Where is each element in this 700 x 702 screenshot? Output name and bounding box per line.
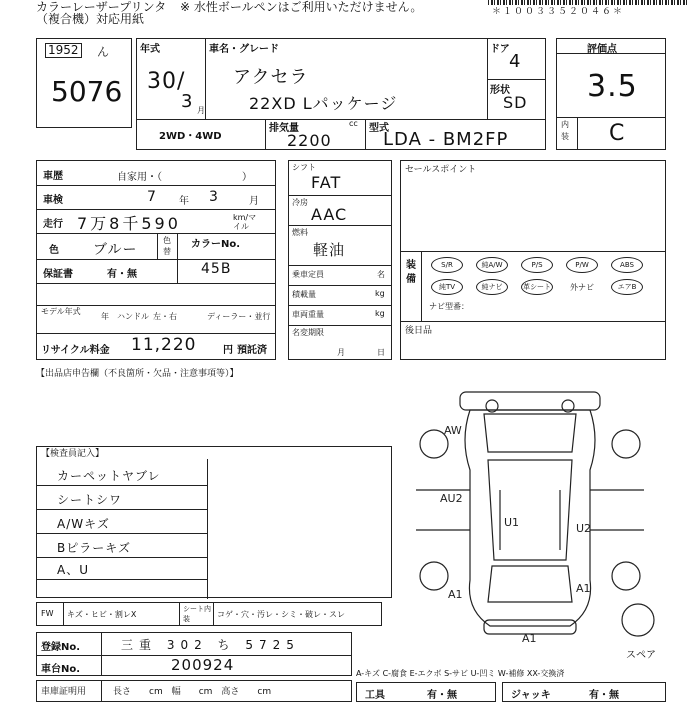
equip-abs: ABS <box>611 257 643 273</box>
recycle-unit: 円 <box>223 345 233 356</box>
capacity-unit: 名 <box>377 270 385 279</box>
wheel-front-right <box>612 562 640 590</box>
equip-sr: S/R <box>431 257 463 273</box>
lot-number: 5076 <box>51 75 123 108</box>
door-value: 4 <box>509 51 522 72</box>
color-value: ブルー <box>93 242 138 258</box>
spare-label: スペア <box>626 650 656 661</box>
load-label: 積載量 <box>292 290 316 299</box>
mark-u1: U1 <box>504 516 520 529</box>
displacement-label: 排気量 <box>269 123 299 134</box>
specs-box <box>288 160 392 360</box>
warranty-value: 有・無 <box>107 269 137 280</box>
seat-interior-value: コゲ・穴・汚レ・シミ・破レ・スレ <box>217 610 345 619</box>
equip-ps: P/S <box>521 257 553 273</box>
permit-label: 名変期限 <box>292 328 324 337</box>
garage-cert-value: 長さ cm 幅 cm 高さ cm <box>113 687 272 697</box>
equip-navi: 純ナビ <box>476 279 508 295</box>
color-no-label: カラーNo. <box>191 239 241 250</box>
history-value: 自家用・（ ） <box>117 172 252 183</box>
handle-value: 左・右 <box>153 312 177 321</box>
model-value: LDA - BM2FP <box>383 129 509 150</box>
history-label: 車歴 <box>43 171 63 182</box>
evaluation-box <box>556 38 666 150</box>
shape-label: 形状 <box>490 85 510 96</box>
interior-label: 内装 <box>561 120 569 141</box>
car-grade: 22XD Lパッケージ <box>249 94 398 113</box>
permit-day: 日 <box>377 348 385 357</box>
color-no-value: 45B <box>201 261 232 277</box>
shift-label: シフト <box>292 163 316 172</box>
dealer-label: ディーラー・並行 <box>207 312 271 321</box>
vehicle-box <box>136 38 546 150</box>
wheel-rear-right <box>612 430 640 458</box>
equip-alloy-wheels: 純A/W <box>476 257 508 273</box>
lot-box <box>36 38 132 128</box>
inspector-label: 【検査員記入】 <box>41 449 105 459</box>
equip-external-navi: 外ナビ <box>570 283 594 292</box>
ac-value: AAC <box>311 205 348 224</box>
recycle-label: リサイクル料金 <box>41 345 110 356</box>
lot-code: 1952 <box>45 43 82 58</box>
tools-value: 有・無 <box>427 690 457 701</box>
inspector-note-1: カーペットヤブレ <box>57 469 161 483</box>
fw-row <box>36 602 382 626</box>
jack-value: 有・無 <box>589 690 619 701</box>
jack-label: ジャッキ <box>511 690 551 701</box>
pen-notice: ※ 水性ボールペンはご利用いただけません。 <box>180 0 423 14</box>
lot-code-suffix: ん <box>97 45 110 59</box>
mileage-label: 走行 <box>43 219 63 230</box>
fw-value: キズ・ヒビ・割レX <box>67 610 137 619</box>
chassis-no-label: 車台No. <box>41 664 81 675</box>
mileage-unit: km/マイル <box>233 213 257 231</box>
interior-score: C <box>609 121 626 146</box>
equip-airbag: エアB <box>611 279 643 295</box>
sales-point-label: セールスポイント <box>405 165 477 175</box>
mileage-value: 7万8千590 <box>77 214 181 233</box>
model-year-unit: 年 <box>101 312 109 321</box>
capacity-label: 乗車定員 <box>292 270 324 279</box>
history-box <box>36 160 276 360</box>
load-unit: kg <box>375 289 385 298</box>
damage-legend: A-キズ C-腐食 E-エクボ S-サビ U-凹ミ W-補修 XX-交換済 <box>356 669 565 678</box>
rear-bumper <box>460 392 600 410</box>
color-label: 色 <box>49 245 59 256</box>
shift-value: FAT <box>311 173 342 192</box>
recycle-status: 預託済 <box>237 345 267 356</box>
fw-label: FW <box>41 609 54 618</box>
mark-u2: U2 <box>576 522 592 535</box>
fuel-label: 燃料 <box>292 228 308 237</box>
eval-label: 評価点 <box>587 44 617 55</box>
handle-label: ハンドル <box>117 312 149 321</box>
inspection-month-unit: 月 <box>249 196 259 207</box>
inspector-box <box>36 446 392 598</box>
warranty-label: 保証書 <box>43 269 73 280</box>
mark-a1-front: A1 <box>522 632 537 645</box>
displacement-unit: cc <box>349 119 358 128</box>
name-label: 車名・グレード <box>209 44 279 55</box>
seat-interior-label: シート内装 <box>183 605 211 623</box>
garage-cert-box <box>36 680 352 702</box>
color-change-label: 色替 <box>163 236 171 256</box>
inspector-note-2: シートシワ <box>57 493 123 507</box>
equipment-label: 装備 <box>406 260 416 285</box>
mark-a1-right: A1 <box>576 582 591 595</box>
inspection-month: 3 <box>209 189 219 205</box>
reg-no-value: 三重 302 ち 5725 <box>121 638 300 652</box>
car-name: アクセラ <box>233 67 309 88</box>
wheel-front-left <box>420 562 448 590</box>
navi-model-label: ナビ型番： <box>429 302 469 311</box>
equip-tv: 純TV <box>431 279 463 295</box>
tools-box <box>356 682 496 702</box>
sales-point-box <box>400 160 666 360</box>
seller-notes-label: 【出品店申告欄（不良箇所・欠品・注意事項等）】 <box>36 369 239 379</box>
spare-tire <box>622 604 654 636</box>
month-value: 3 <box>181 91 194 112</box>
month-unit: 月 <box>197 106 205 115</box>
rear-items-label: 後日品 <box>405 326 433 336</box>
garage-cert-label: 車庫証明用 <box>41 687 87 697</box>
ac-label: 冷房 <box>292 198 308 207</box>
windshield <box>488 566 572 602</box>
year-value: 30/ <box>147 69 186 94</box>
inspector-note-4: Bピラーキズ <box>57 541 131 555</box>
printer-note: カラーレーザープリンタ <box>36 0 167 14</box>
reg-no-label: 登録No. <box>41 642 81 653</box>
model-year-label: モデル年式 <box>41 307 81 316</box>
mark-aw: AW <box>444 424 462 437</box>
displacement-value: 2200 <box>287 131 332 150</box>
eval-score: 3.5 <box>587 69 638 104</box>
shape-value: SD <box>503 93 528 112</box>
permit-month: 月 <box>337 348 345 357</box>
equip-pw: P/W <box>566 257 598 273</box>
model-label: 型式 <box>369 123 389 134</box>
year-label: 年式 <box>140 44 160 55</box>
barcode-number: ＊１００３３５２０４６＊ <box>492 7 625 17</box>
chassis-no-value: 200924 <box>171 656 235 674</box>
jack-box <box>502 682 666 702</box>
inspector-note-3: A/Wキズ <box>57 517 110 531</box>
mark-a1-left: A1 <box>448 588 463 601</box>
door-label: ドア <box>490 44 510 55</box>
equip-leather: 革シート <box>521 279 553 295</box>
weight-label: 車両重量 <box>292 310 324 319</box>
car-diagram <box>400 380 680 650</box>
inspection-year-unit: 年 <box>179 196 189 207</box>
weight-unit: kg <box>375 309 385 318</box>
paper-note: （複合機）対応用紙 <box>36 12 145 26</box>
inspection-year: 7 <box>147 189 157 205</box>
recycle-value: 11,220 <box>131 335 197 355</box>
registration-box <box>36 632 352 676</box>
inspection-label: 車検 <box>43 195 63 206</box>
drive-label: 2WD・4WD <box>159 131 222 142</box>
inspector-note-5: A、U <box>57 563 89 577</box>
tools-label: 工具 <box>365 690 385 701</box>
mark-au2: AU2 <box>440 492 463 505</box>
rear-window <box>484 414 576 452</box>
fuel-value: 軽油 <box>313 241 346 259</box>
